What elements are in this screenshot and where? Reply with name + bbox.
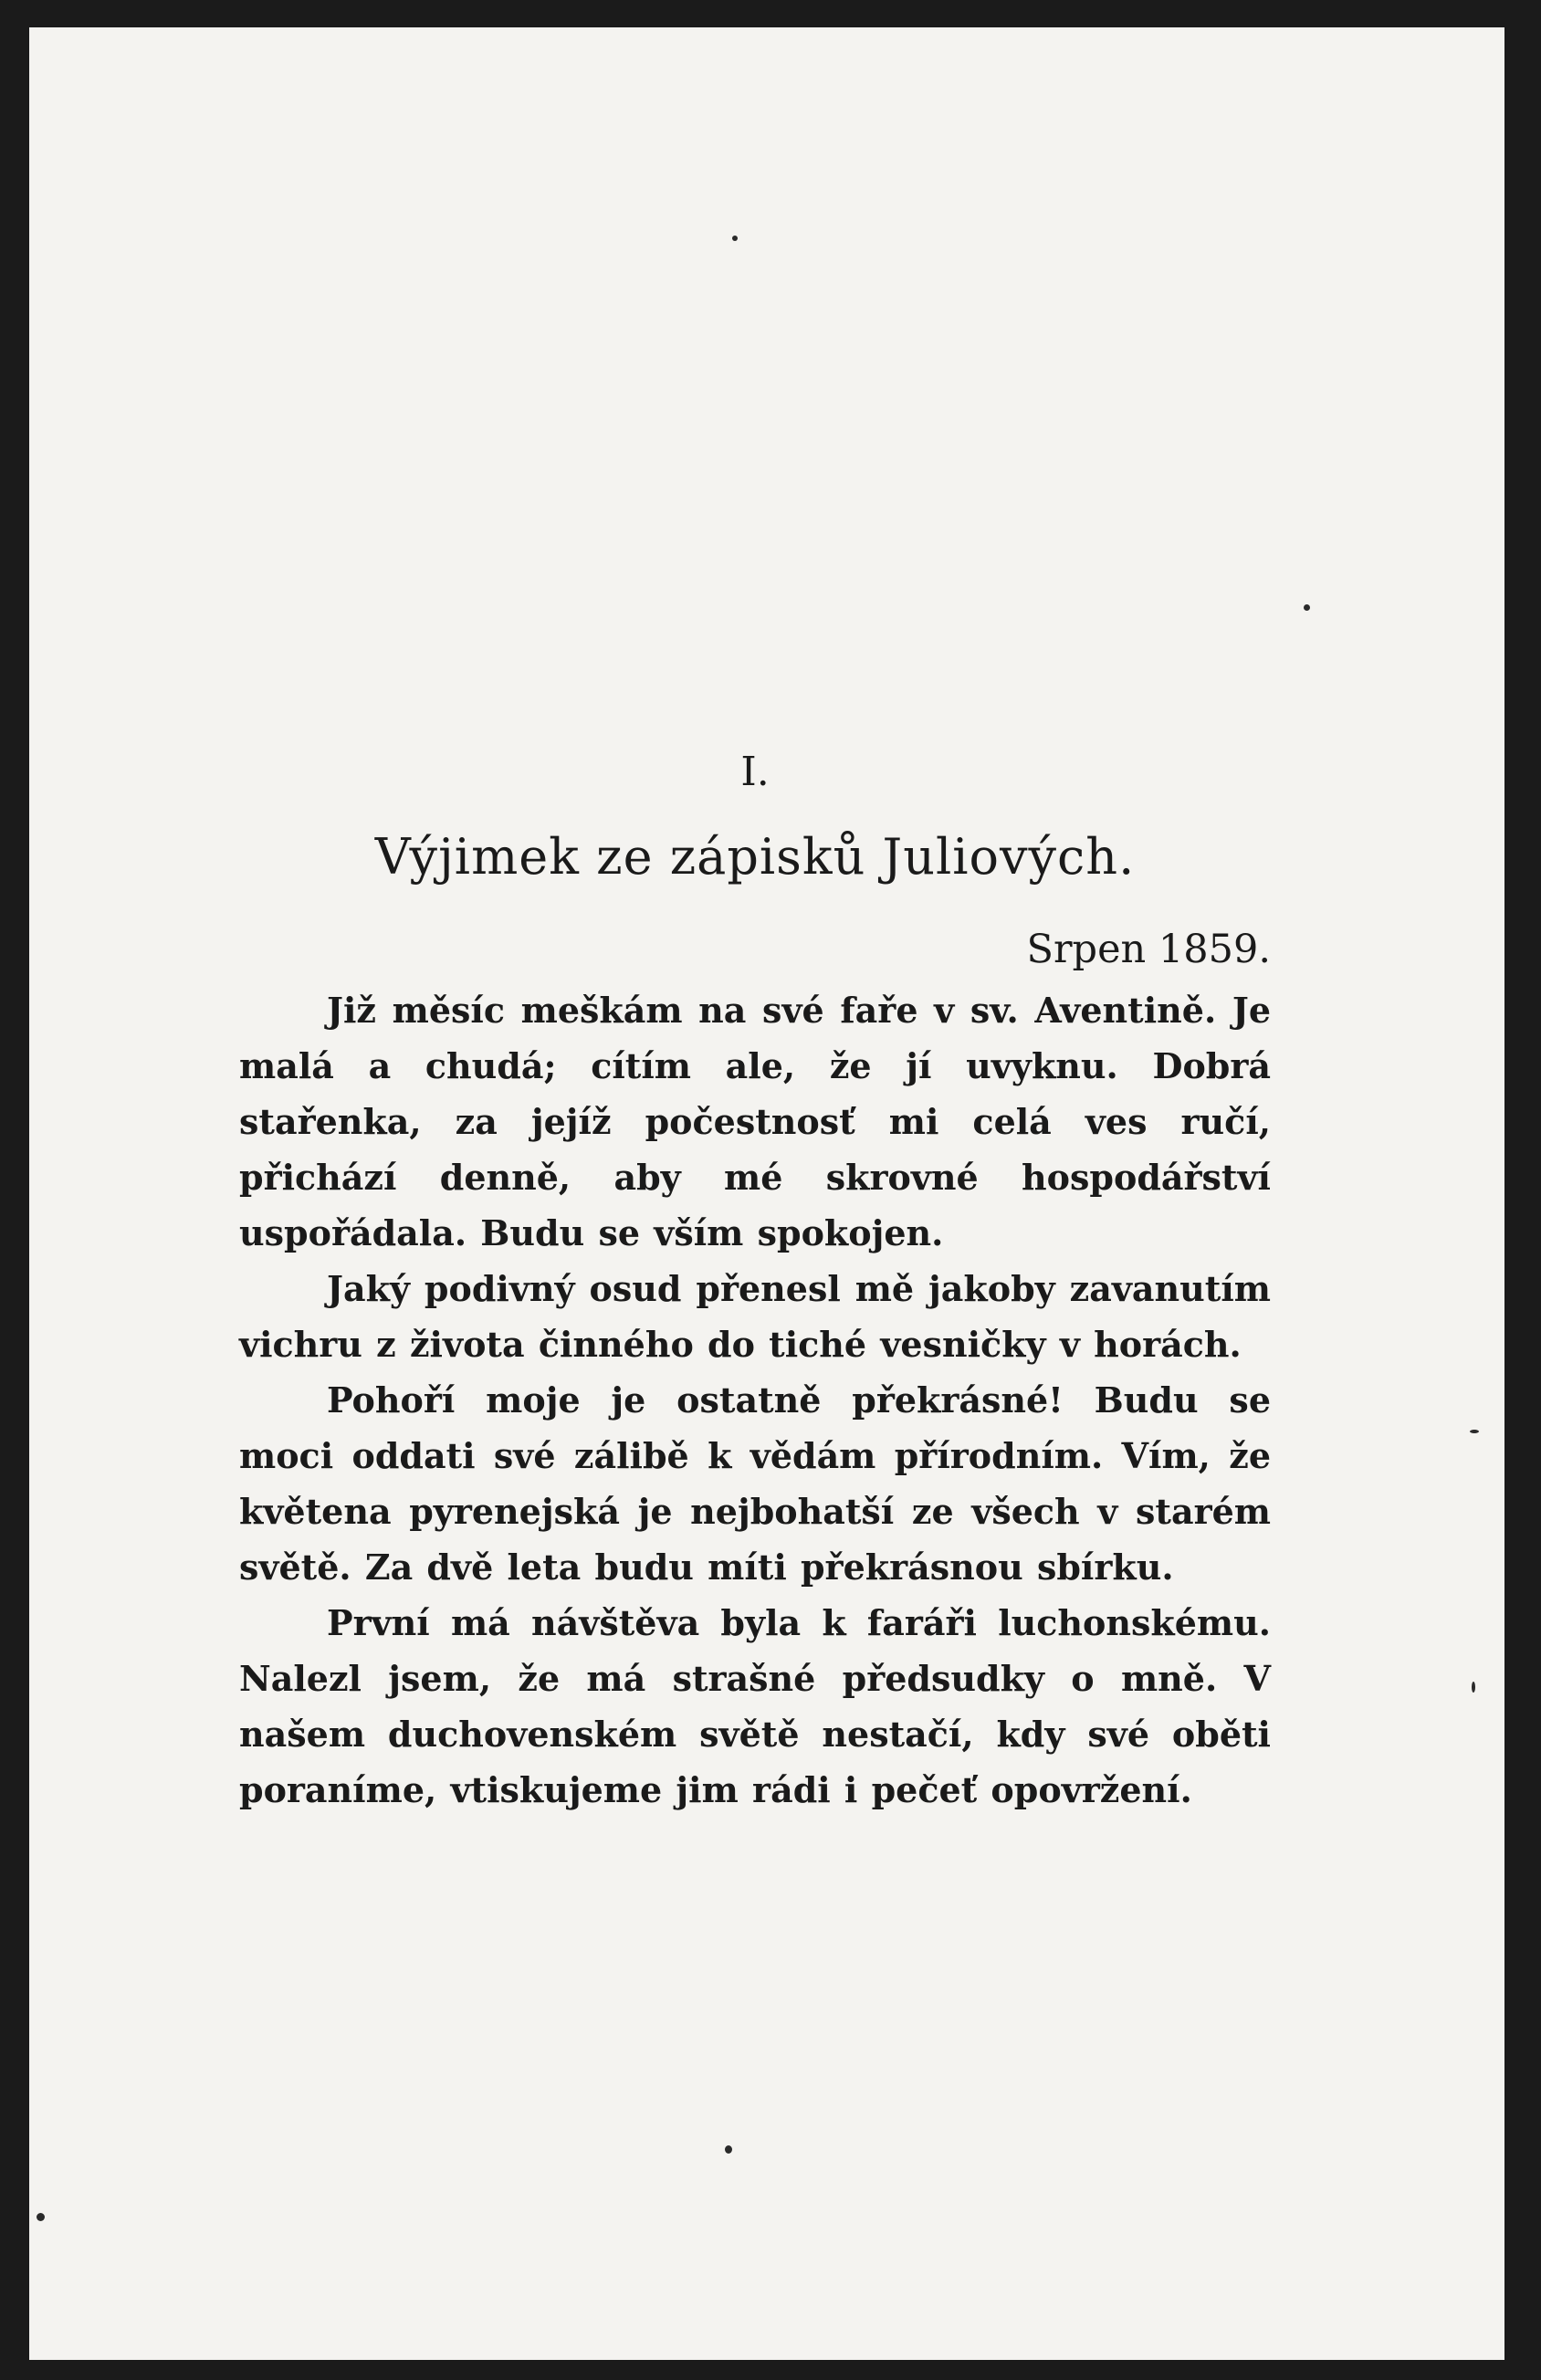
- page-text: [239, 749, 1271, 1818]
- paper-speck: [1470, 1430, 1479, 1433]
- paper-speck: [1472, 1682, 1475, 1693]
- scan-border-top: [0, 0, 1541, 27]
- chapter-number: I.: [740, 749, 770, 795]
- paper-speck: [732, 236, 738, 241]
- paper-speck: [37, 2213, 45, 2221]
- scan-border-left: [0, 0, 29, 2380]
- paper-speck: [725, 2145, 732, 2154]
- paragraph: Již měsíc meškám na své faře v sv. Aventině. Je malá a chudá; cítím ale, že jí uvyknu. Dobrá stařenka, za jejíž počestnosť mi celá ves ručí, přichází denně, aby mé skrovné hospodářství uspořádala. Budu se vším spokojen.: [239, 989, 1271, 1253]
- dateline: Srpen 1859.: [1026, 926, 1271, 972]
- chapter-title: Výjimek ze zápisků Juliových.: [374, 827, 1136, 886]
- paragraph: Jaký podivný osud přenesl mě jakoby zavanutím vichru z života činného do tiché vesničky v horách.: [239, 1267, 1271, 1365]
- scan-border-bottom: [0, 2360, 1541, 2380]
- paper-speck: [1304, 604, 1310, 611]
- paragraph: Pohoří moje je ostatně překrásné! Budu se moci oddati své zálibě k vědám přírodním. Vím, že květena pyrenejská je nejbohatší ze všech v starém světě. Za dvě leta budu míti překrásnou sbírku.: [239, 1379, 1271, 1588]
- paragraph: První má návštěva byla k faráři luchonskému. Nalezl jsem, že má strašné předsudky o mně. V našem duchovenském světě nestačí, kdy své oběti poraníme, vtiskujeme jim rádi i pečeť opovržení.: [239, 1601, 1271, 1810]
- scan-border-right: [1504, 0, 1541, 2380]
